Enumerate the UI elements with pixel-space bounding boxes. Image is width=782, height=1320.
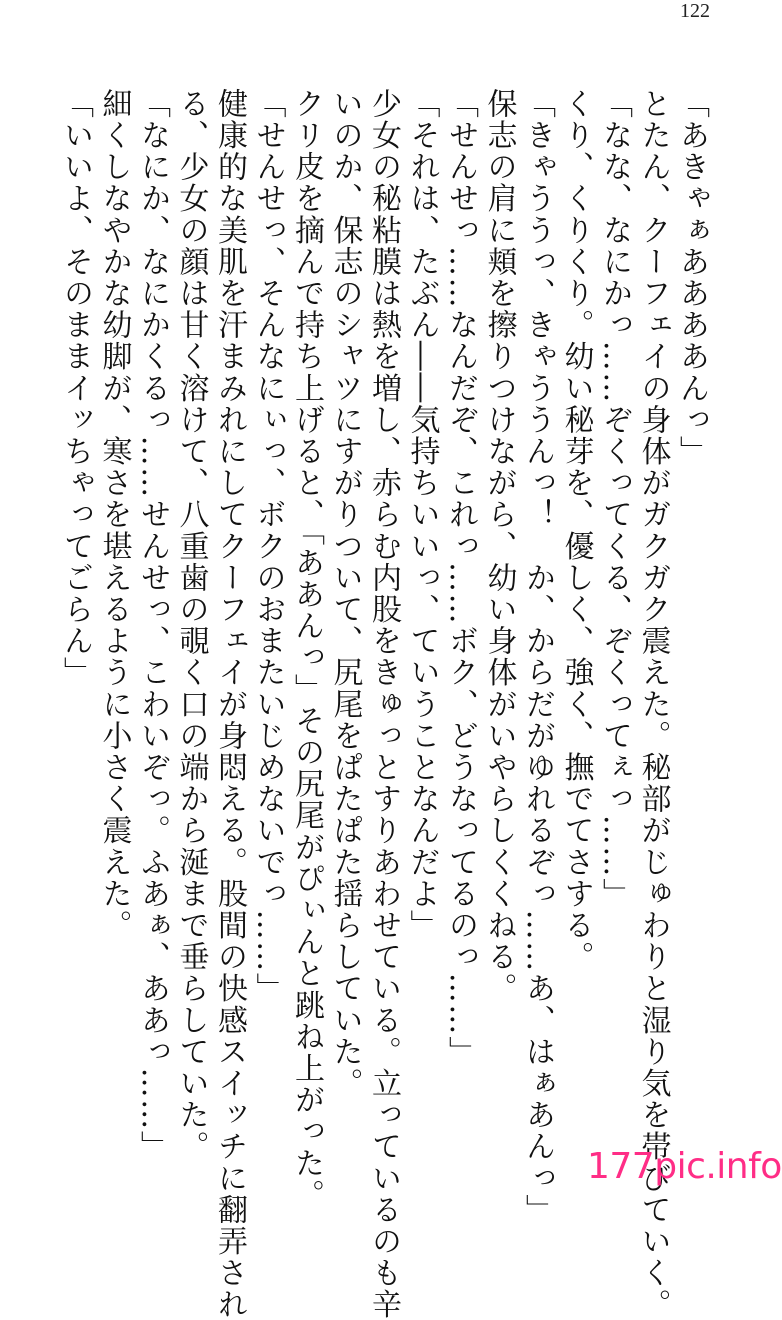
text-line: 「きゃううっ、きゃううんっ！ か、からだがゆれるぞっ……あ、はぁあんっ」 (520, 88, 555, 1226)
text-line: 「いいよ、そのままイッちゃってごらん」 (58, 88, 93, 689)
text-line: 「あきゃぁああああんっ」 (674, 88, 709, 468)
text-line: 「せんせっ……なんだぞ、これっ……ボク、どうなってるのっ……」 (443, 88, 478, 1068)
text-line: 保志の肩に頬を擦りつけながら、幼い身体がいやらしくくねる。 (481, 88, 517, 1005)
text-line: 健康的な美肌を汗まみれにしてクーフェイが身悶える。股間の快感スイッチに翻弄され (212, 88, 247, 1320)
text-line: 「それは、たぶん――気持ちいいっ、ていうことなんだよ」 (404, 88, 440, 942)
text-line: 細くしなやかな幼脚が、寒さを堪えるように小さく震えた。 (96, 88, 132, 942)
page-number: 122 (680, 0, 710, 22)
watermark-text: 177pic.info (587, 1146, 782, 1187)
text-line: 「なにか、なにかくるっ……せんせっ、こわいぞっ。ふあぁ、ああっ……」 (135, 88, 170, 1163)
text-line: 「なな、なにかっ……ぞくってくる、ぞくってぇっ……」 (597, 88, 632, 910)
text-line: る、少女の顔は甘く溶けて、八重歯の覗く口の端から涎まで垂らしていた。 (173, 88, 209, 1163)
text-line: とたん、クーフェイの身体がガクガク震えた。秘部がじゅわりと湿り気を帯びていく。 (635, 88, 671, 1320)
text-line: くり、くりくり。幼い秘芽を、優しく、強く、撫でてさする。 (558, 88, 594, 973)
text-line: いのか、保志のシャツにすがりついて、尻尾をぱたぱた揺らしていた。 (327, 88, 363, 1100)
text-line: 「せんせっ、そんなにぃっ、ボクのおまたいじめないでっ……」 (250, 88, 286, 1005)
text-line: クリ皮を摘んで持ち上げると、「ああんっ」その尻尾がぴぃんと跳ね上がった。 (289, 88, 324, 1211)
text-line: 少女の秘粘膜は熱を増し、赤らむ内股をきゅっとすりあわせている。立っているのも辛 (366, 88, 401, 1320)
